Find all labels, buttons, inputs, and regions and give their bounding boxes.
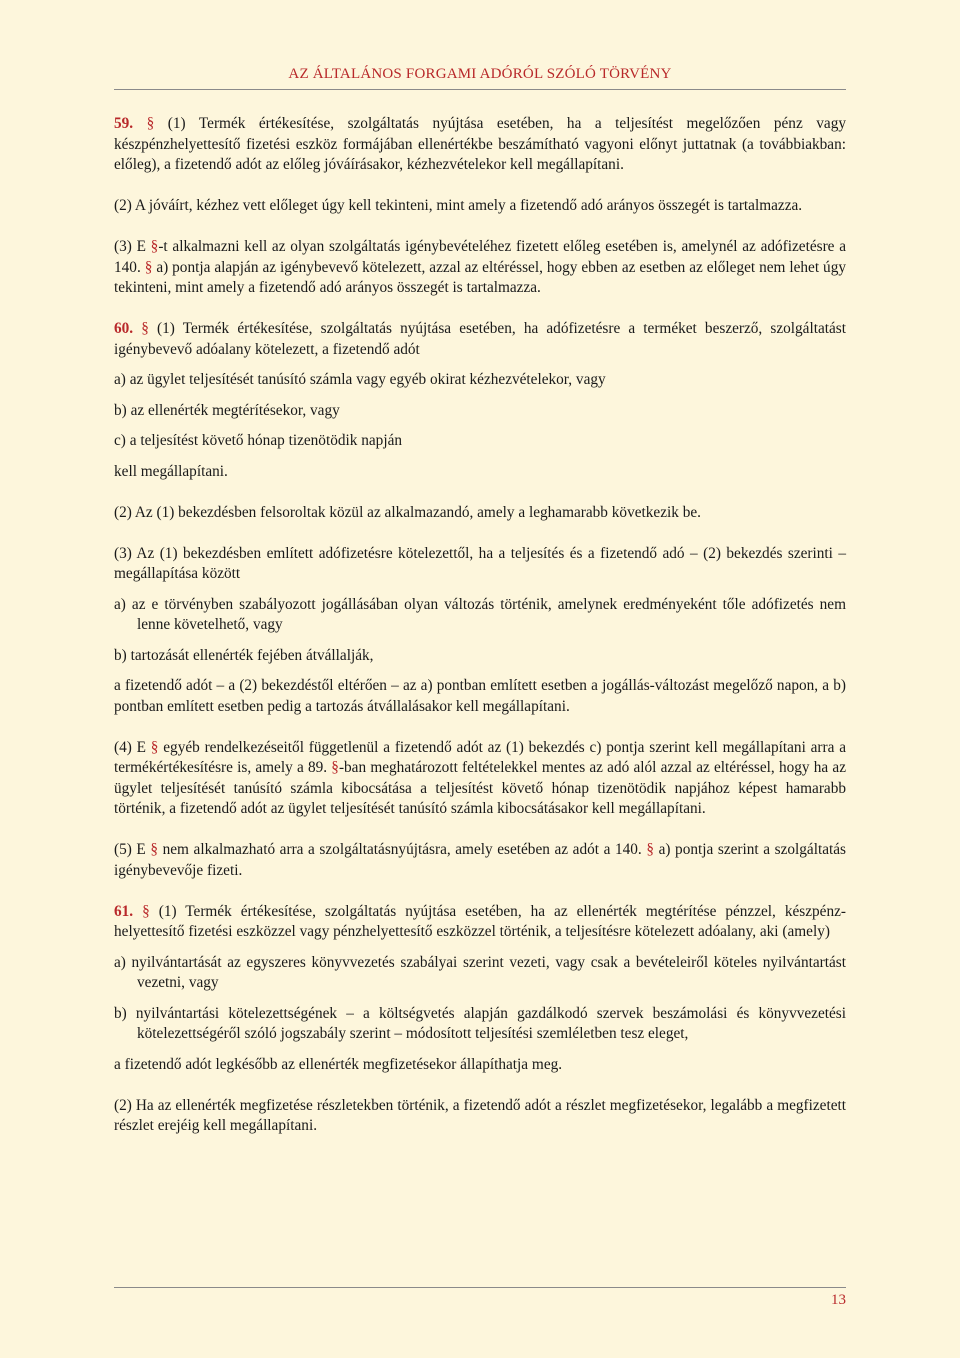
section-sign: § [142,902,150,920]
paragraph-59-3: (3) E §-t alkalmazni kell az olyan szolgáltatás igénybevételéhez fizetett előleg esetében is, amelynél az adófizetésre a 140. § a) pontja alapján az igénybevevő kötelezett, azzal az eltéréssel, hogy ebben az esetben az előleget nem lehet úgy tekinteni, mint amely a fizetendő adó arányos összegét is tartalmazza. [114,238,846,296]
paragraph-59-1: 59. § (1) Termék értékesítése, szolgáltatás nyújtása esetében, ha a teljesítést megelőzően pénz vagy készpénzhelyettesítő fizetési eszköz formájában ellenértékbe beszámítható vagyoni előnyt juttatnak (a továbbiakban: előleg), a fizetendő adót az előleg jóváírásakor, kézhezvételekor kell megállapítani. [114,115,846,173]
paragraph-60-3-close: a fizetendő adót – a (2) bekezdéstől eltérően – az a) pontban említett esetben a jogállás-változást megelőző napon, a b) pontban említett esetben pedig a tartozás átvállalásakor kell megállapítani. [114,677,846,715]
paragraph-59-2: (2) A jóváírt, kézhez vett előleget úgy kell tekinteni, mint amely a fizetendő adó arányos összegét is tartalmazza. [114,197,803,214]
list-item: b) nyilvántartási kötelezettségének – a költségvetés alapján gazdálkodó szervek beszámolási és könyvvezetési kötelezettségéről szóló jogszabály szerint – módosított teljesítési szemléletben tesz eleget, [114,1004,846,1042]
section-number-61: 61. [114,902,134,920]
section-sign: § [331,759,339,776]
list-item: c) a teljesítést követő hónap tizenötödik napján [114,432,403,449]
paragraph-60-1: 60. § (1) Termék értékesítése, szolgáltatás nyújtása esetében, ha adófizetésre a terméket beszerző, szolgáltatást igénybevevő adóalany kötelezett, a fizetendő adót [114,320,846,358]
section-sign: § [646,841,654,858]
list-item: a) nyilvántartását az egyszeres könyvvezetés szabályai szerint vezeti, vagy csak a bevételeiről köteles nyilvántartást vezetni, vagy [114,953,846,991]
paragraph-60-4: (4) E § egyéb rendelkezéseitől függetlenül a fizetendő adót az (1) bekezdés c) pontja szerint kell megállapítani arra a termékértékesítésre is, amely a 89. §-ban meghatározott feltételekkel mentes az adó alól azzal az eltéréssel, hogy ha az ügylet teljesítését tanúsító számla kibocsátása a teljesítést követő hónap tizenötödik napjához képest hamarabb történik, a fizetendő adót az ügylet teljesítését tanúsító számla kibocsátásakor kell megállapítani. [114,738,846,817]
paragraph-60-3: (3) Az (1) bekezdésben említett adófizetésre kötelezettől, ha a teljesítés és a fizetendő adó – (2) bekezdés szerinti – megállapítása között [114,544,846,582]
section-sign: § [141,320,149,337]
footer-divider [114,1287,846,1288]
paragraph-60-1-close: kell megállapítani. [114,462,228,480]
section-sign: § [150,238,159,255]
section-number-59: 59. [114,115,134,132]
section-sign: § [146,115,155,132]
list-item: a) az e törvényben szabályozott jogállásában olyan változás történik, amelynek eredményeként tőle adófizetés nem lenne követelhető, vagy [114,595,846,633]
section-sign: § [144,258,153,276]
paragraph-60-5: (5) E § nem alkalmazható arra a szolgáltatásnyújtásra, amely esetében az adót a 140. § a) pontja szerint a szolgáltatás igénybevevője fizeti. [114,841,846,879]
paragraph-61-1: 61. § (1) Termék értékesítése, szolgáltatás nyújtása esetében, ha az ellenérték megtérítése pénzzel, készpénz-helyettesítő fizetési eszközzel vagy pénzhelyettesítő eszközzel történik, a teljesítésre kötelezett adóalany, aki (amely) [114,902,847,940]
document-body [114,114,846,1157]
section-number-60: 60. [114,320,134,337]
section-sign: § [150,841,159,858]
list-item: a) az ügylet teljesítését tanúsító számla vagy egyéb okirat kézhezvételekor, vagy [114,371,606,388]
paragraph-61-1-close: a fizetendő adót legkésőbb az ellenérték megfizetésekor állapíthatja meg. [114,1055,563,1073]
page-number: 13 [831,1292,846,1308]
section-sign: § [150,738,159,756]
paragraph-60-2: (2) Az (1) bekezdésben felsoroltak közül az alkalmazandó, amely a leghamarabb következik be. [114,503,701,521]
list-item: b) az ellenérték megtérítésekor, vagy [114,401,340,419]
running-header: AZ ÁLTALÁNOS FORGAMI ADÓRÓL SZÓLÓ TÖRVÉNY [114,66,846,90]
list-item: b) tartozását ellenérték fejében átvállalják, [114,646,374,664]
paragraph-61-2: (2) Ha az ellenérték megfizetése részletekben történik, a fizetendő adót a részlet megfizetésekor, legalább a megfizetett részlet erejéig kell megállapítani. [114,1096,846,1134]
